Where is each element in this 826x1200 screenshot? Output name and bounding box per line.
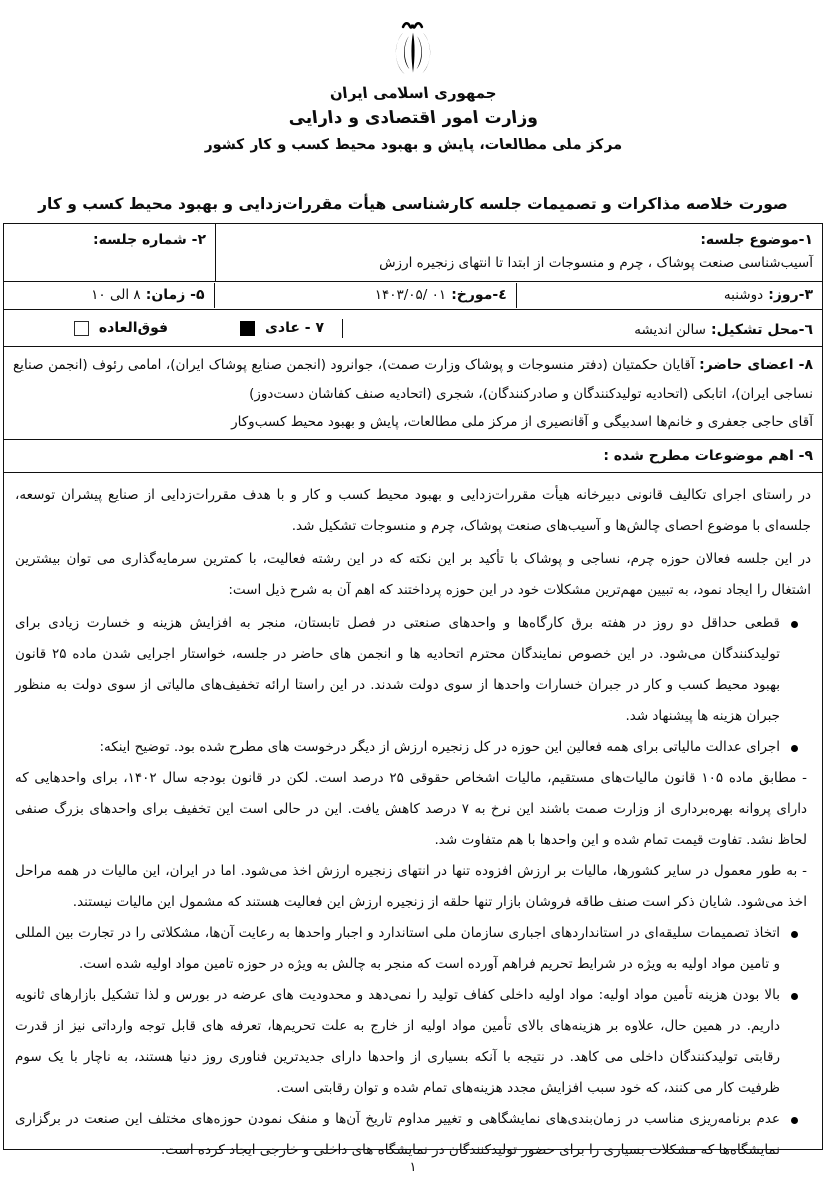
bullet-text: عدم برنامه‌ریزی مناسب در زمان‌بندی‌های نمایشگاهی و تغییر مداوم تاریخ آن‌ها و منفک نمودن حوزه‌های مختلف این صنعت در برگزاری نمایشگاه‌ها که مشکلات بسیاری را برای حضور تولیدکنندگان در نمایشگاه های داخلی و خارجی ایجاد کرده است. bbox=[15, 1110, 780, 1158]
sub-item-text: - مطابق ماده ۱۰۵ قانون مالیات‌های مستقیم، مالیات اشخاص حقوقی ۲۵ درصد است. لکن در قانون بودجه سال ۱۴۰۲، برای واحدهایی که دارای پروانه بهره‌برداری از وزارت صمت باشند این نرخ به ۷ درصد کاهش یافت. این در حالی است این تخفیف برای واحدهای بزرگ صنفی لحاظ نشد. تفاوت قیمت تمام شده و این واحدها با هم متفاوت شد. bbox=[15, 769, 808, 848]
attendees-text: آقایان حکمتیان (دفتر منسوجات و پوشاک وزارت صمت)، جوانرود (انجمن صنایع پوشاک ایران)، امامی رئوف (انجمن صنایع نساجی ایران)، اتابکی (اتحادیه تولیدکنندگان و صادرکنندگان)، شجری (اتحادیه صنف کفاشان دست‌دوز) bbox=[13, 357, 813, 402]
letterhead-center: مرکز ملی مطالعات، پایش و بهبود محیط کسب و کار کشور bbox=[203, 137, 623, 153]
iran-emblem-icon bbox=[387, 20, 439, 80]
meeting-date-label: ٤-مورخ: bbox=[451, 287, 507, 303]
meeting-type-extra-label: فوق‌العاده bbox=[98, 320, 169, 336]
table-row-place-type bbox=[4, 310, 822, 347]
list-item bbox=[15, 980, 811, 1104]
table-row-attendees bbox=[4, 347, 822, 440]
letterhead bbox=[0, 0, 826, 153]
meeting-place-label: ٦-محل تشکیل: bbox=[711, 321, 813, 338]
list-item bbox=[15, 732, 811, 763]
meeting-day-cell bbox=[516, 283, 822, 308]
page-title: صورت خلاصه مذاکرات و تصمیمات جلسه کارشناسی هیأت مقررات‌زدایی و بهبود محیط کسب و کار bbox=[38, 195, 788, 213]
topics-header-cell bbox=[4, 448, 822, 464]
meeting-number-label: ۲- شماره جلسه: bbox=[93, 232, 206, 248]
table-row-body bbox=[4, 473, 822, 1158]
table-row-topics-header bbox=[4, 440, 822, 473]
meeting-time-label: ۵- زمان: bbox=[145, 287, 205, 303]
meeting-subject-label: ۱-موضوع جلسه: bbox=[700, 232, 813, 248]
bullet-icon bbox=[791, 621, 798, 628]
bullet-icon bbox=[791, 1117, 798, 1124]
sub-item-text: - به طور معمول در سایر کشورها، مالیات بر ارزش افزوده تنها در انتهای زنجیره ارزش اخذ می‌شود. اما در ایران، این مالیات در همه مراحل اخذ می‌شود. شایان ذکر است صنف طاقه فروشان بازار تنها حلقه از زنجیره ارزش این فعالیت هستند که مشمول این مالیات نیستند. bbox=[15, 862, 807, 910]
bullet-text: اتخاذ تصمیمات سلیقه‌ای در استانداردهای اجباری سازمان ملی استاندارد و اجبار واحدها به رعایت آن‌ها، مشکلاتی را در تجارت بین المللی و تامین مواد اولیه به ویژه در شرایط تحریم فراهم آورده است که منجر به چالش به ویژه در حوزه تامین مواد اولیه شده است. bbox=[15, 924, 780, 972]
meeting-date-value: ۱۴۰۳/۰۵/ ۰۱ bbox=[374, 287, 447, 303]
list-item bbox=[15, 1104, 811, 1166]
table-row-subject bbox=[4, 224, 822, 282]
topics-body-cell bbox=[4, 473, 822, 1158]
meeting-number-cell bbox=[4, 224, 215, 281]
topics-header-label: ۹- اهم موضوعات مطرح شده : bbox=[603, 447, 813, 464]
intro-paragraph-1: در راستای اجرای تکالیف قانونی دبیرخانه هیأت مقررات‌زدایی و بهبود محیط کسب و کار و با هدف مقررات‌زدایی از صنایع پیشران توسعه، جلسه‌ای با موضوع احصای چالش‌ها و آسیب‌های صنعت پوشاک، چرم و منسوجات تشکیل شد. bbox=[15, 486, 811, 534]
checkbox-unchecked-icon bbox=[74, 321, 89, 336]
meeting-date-cell bbox=[214, 283, 516, 308]
bullet-icon bbox=[791, 745, 798, 752]
meeting-day-value: دوشنبه bbox=[723, 287, 764, 303]
bullet-icon bbox=[791, 993, 798, 1000]
list-item bbox=[15, 918, 811, 980]
attendees-label: ۸- اعضای حاضر: bbox=[699, 357, 813, 373]
meeting-subject-value: آسیب‌شناسی صنعت پوشاک ، چرم و منسوجات از ابتدا تا انتهای زنجیره ارزش bbox=[379, 255, 813, 271]
table-row-datetime bbox=[4, 282, 822, 310]
meeting-day-label: ۳-روز: bbox=[768, 287, 813, 303]
meeting-time-value: ۸ الی ۱۰ bbox=[91, 287, 141, 303]
meeting-place-value: سالن اندیشه bbox=[634, 321, 706, 338]
meeting-place-cell bbox=[342, 319, 822, 338]
attendees-cell bbox=[4, 347, 822, 439]
bullet-text: اجرای عدالت مالیاتی برای همه فعالین این حوزه در کل زنجیره ارزش از دیگر درخوست های مطرح شده بود. توضیح اینکه: bbox=[99, 738, 780, 755]
list-item bbox=[15, 608, 811, 732]
intro-paragraph-2: در این جلسه فعالان حوزه چرم، نساجی و پوشاک با تأکید بر این نکته که در این رشته فعالیت، با کمترین سرمایه‌گذاری می توان بیشترین اشتغال را ایجاد نمود، به تبیین مهم‌ترین مشکلات خود در این حوزه پرداختند که اهم آن به شرح ذیل است: bbox=[15, 550, 811, 598]
bullet-icon bbox=[791, 931, 798, 938]
meeting-type-normal-label: ۷ - عادی bbox=[265, 320, 324, 336]
meeting-time-cell bbox=[4, 283, 214, 308]
meeting-type-cell bbox=[4, 320, 342, 336]
meeting-subject-cell bbox=[215, 224, 822, 281]
letterhead-country: جمهوری اسلامی ایران bbox=[328, 84, 498, 102]
letterhead-ministry: وزارت امور اقتصادی و دارایی bbox=[287, 108, 539, 128]
attendees-line2: آقای حاجی جعفری و خانم‌ها اسدبیگی و آقانصیری از مرکز ملی مطالعات، پایش و بهبود محیط کسب‌وکار bbox=[231, 414, 813, 430]
minutes-table bbox=[3, 223, 823, 1158]
bullet-text: قطعی حداقل دو روز در هفته برق کارگاه‌ها و واحدهای صنعتی در فصل تابستان، منجر به افزایش هزینه و خسارت زیادی برای تولیدکنندگان می‌شود. در این خصوص نمایندگان محترم اتحادیه ها و انجمن های حاضر در جلسه، خواستار اجرایی شدن ماده ۲۵ قانون بهبود محیط کسب و کار در جبران خسارات واحدها از سوی دولت شدند. در این راستا ارائه تخفیف‌های مالیاتی از سوی دولت به منظور جبران هزینه ها پیشنهاد شد. bbox=[15, 614, 780, 724]
page-number: ۱ bbox=[409, 1160, 417, 1175]
checkbox-checked-icon bbox=[240, 321, 255, 336]
bullet-text: بالا بودن هزینه تأمین مواد اولیه: مواد اولیه داخلی کفاف تولید را نمی‌دهد و محدودیت های عرضه در بورس و لذا تشکیل بازارهای ثانویه داریم. در همین حال، علاوه بر هزینه‌های بالای تأمین مواد اولیه از خارج به علت تحریم‌ها، تعرفه های قابل توجه وارداتی نیز از قدرت رقابتی تولیدکنندگان داخلی می کاهد. در نتیجه با آنکه بسیاری از واحدها دارای جدیدترین فناوری روز دنیا هستند، به ناچار با یک سوم ظرفیت کار می کنند، که خود سبب افزایش مجدد هزینه‌های تمام شده و توان رقابتی است. bbox=[15, 986, 780, 1096]
